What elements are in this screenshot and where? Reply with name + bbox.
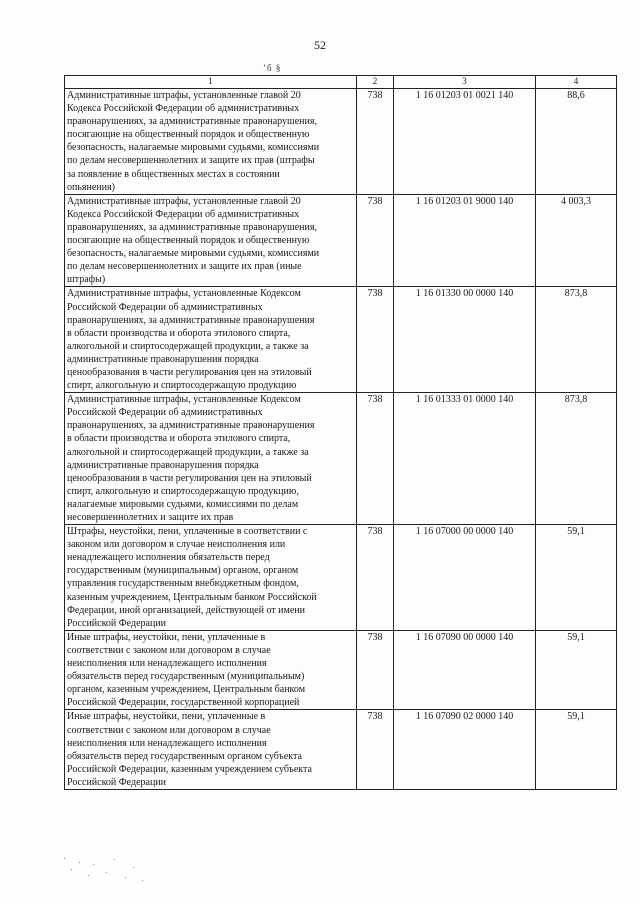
page-number: 52 xyxy=(314,38,326,52)
scan-specks xyxy=(62,855,152,885)
description-line: несовершеннолетних и защите их прав xyxy=(67,512,234,523)
row-amount: 59,1 xyxy=(536,525,617,631)
description-line: управления государственным внебюджетным фондом, xyxy=(67,578,299,590)
row-kbk-code: 1 16 01203 01 9000 140 xyxy=(394,194,536,287)
column-header-4: 4 xyxy=(536,76,617,89)
description-line: Административные штрафы, установленные Кодексом xyxy=(67,288,301,300)
description-line: органом, казенным учреждением, Центральным банком xyxy=(67,684,306,696)
row-kbk-code: 1 16 07090 02 0000 140 xyxy=(394,710,536,790)
row-description xyxy=(65,525,357,631)
description-line: обязательств перед государственным органом субъекта xyxy=(67,750,302,762)
description-line: неисполнения или ненадлежащего исполнения xyxy=(67,737,267,749)
description-line: соответствии с законом или договором в случае xyxy=(67,644,271,656)
row-description xyxy=(65,89,357,195)
description-line: посягающие на общественный порядок и общественную xyxy=(67,129,310,141)
revenue-table xyxy=(64,75,617,790)
description-line: законом или договором в случае неисполнения или xyxy=(67,539,286,551)
row-kbk-code: 1 16 01203 01 0021 140 xyxy=(394,89,536,195)
description-line: опьянения) xyxy=(67,181,115,193)
description-line: Административные штрафы, установленные главой 20 xyxy=(67,195,301,207)
row-amount: 59,1 xyxy=(536,630,617,710)
description-line: Штрафы, неустойки, пени, уплаченные в соответствии с xyxy=(67,526,308,538)
description-line: неисполнения или ненадлежащего исполнения xyxy=(67,658,267,670)
description-line: Российской Федерации, казенным учреждением субъекта xyxy=(67,763,312,775)
row-kbk-code: 1 16 07000 00 0000 140 xyxy=(394,525,536,631)
description-line: Иные штрафы, неустойки, пени, уплаченные в xyxy=(67,631,266,643)
description-line: Российской Федерации xyxy=(67,776,167,788)
description-line: налагаемые мировыми судьями, комиссиями по делам xyxy=(67,498,299,510)
description-line: Кодекса Российской Федерации об административных xyxy=(67,103,300,115)
description-line: в области производства и оборота этилового спирта, xyxy=(67,327,291,339)
description-line: казенным учреждением, Центральным банком Российской xyxy=(67,591,317,603)
scan-mark: ’б § xyxy=(263,63,282,73)
description-line: Административные штрафы, установленные Кодексом xyxy=(67,394,301,406)
table-row xyxy=(65,393,617,525)
row-admin-code: 738 xyxy=(357,287,394,393)
description-line: правонарушениях, за административные правонарушения, xyxy=(67,116,317,128)
description-line: Российской Федерации xyxy=(67,617,167,629)
row-admin-code: 738 xyxy=(357,525,394,631)
row-description xyxy=(65,194,357,287)
description-line: алкогольной и спиртосодержащей продукции, а также за xyxy=(67,446,309,458)
description-line: штрафы) xyxy=(67,274,106,286)
description-line: Российской Федерации об административных xyxy=(67,407,263,419)
row-description xyxy=(65,393,357,525)
description-line: Российской Федерации об административных xyxy=(67,301,263,313)
table-row xyxy=(65,287,617,393)
description-line: административные правонарушения порядка xyxy=(67,353,259,365)
description-line: ценообразования в части регулирования цен на этиловый xyxy=(67,366,312,378)
column-header-2: 2 xyxy=(357,76,394,89)
row-admin-code: 738 xyxy=(357,393,394,525)
row-admin-code: 738 xyxy=(357,630,394,710)
description-line: Российской Федерации, государственной корпорацией xyxy=(67,697,300,709)
description-line: посягающие на общественный порядок и общественную xyxy=(67,235,310,247)
row-amount: 4 003,3 xyxy=(536,194,617,287)
description-line: обязательств перед государственным (муниципальным) xyxy=(67,671,305,683)
description-line: административные правонарушения порядка xyxy=(67,459,259,471)
row-amount: 873,8 xyxy=(536,393,617,525)
header-row xyxy=(65,76,617,89)
column-header-3: 3 xyxy=(394,76,536,89)
description-line: в области производства и оборота этилового спирта, xyxy=(67,433,291,445)
description-line: безопасность, налагаемые мировыми судьями, комиссиями xyxy=(67,248,320,260)
description-line: безопасность, налагаемые мировыми судьями, комиссиями xyxy=(67,142,320,154)
description-line: ненадлежащего исполнения обязательств перед xyxy=(67,552,270,564)
table-row xyxy=(65,194,617,287)
description-line: Кодекса Российской Федерации об административных xyxy=(67,208,300,220)
description-line: государственным (муниципальным) органом, органом xyxy=(67,565,299,577)
row-kbk-code: 1 16 01330 00 0000 140 xyxy=(394,287,536,393)
row-description xyxy=(65,630,357,710)
row-amount: 873,8 xyxy=(536,287,617,393)
row-admin-code: 738 xyxy=(357,710,394,790)
row-description xyxy=(65,287,357,393)
description-line: правонарушениях, за административные правонарушения xyxy=(67,420,315,432)
row-kbk-code: 1 16 01333 01 0000 140 xyxy=(394,393,536,525)
description-line: Федерации, иной организацией, действующей от имени xyxy=(67,604,305,616)
description-line: за появление в общественных местах в состоянии xyxy=(67,168,280,180)
row-amount: 59,1 xyxy=(536,710,617,790)
row-kbk-code: 1 16 07090 00 0000 140 xyxy=(394,630,536,710)
table-row xyxy=(65,630,617,710)
table-body xyxy=(65,89,617,790)
table-row xyxy=(65,89,617,195)
description-line: соответствии с законом или договором в случае xyxy=(67,724,271,736)
row-admin-code: 738 xyxy=(357,194,394,287)
description-line: правонарушениях, за административные правонарушения, xyxy=(67,221,317,233)
description-line: Административные штрафы, установленные главой 20 xyxy=(67,90,301,101)
description-line: спирт, алкогольную и спиртосодержащую продукцию, xyxy=(67,485,299,497)
column-header-1: 1 xyxy=(65,76,357,89)
description-line: Иные штрафы, неустойки, пени, уплаченные в xyxy=(67,711,266,723)
description-line: правонарушениях, за административные правонарушения xyxy=(67,314,315,326)
description-line: по делам несовершеннолетних и защите их прав (иные xyxy=(67,261,302,273)
description-line: спирт, алкогольную и спиртосодержащую продукцию xyxy=(67,380,297,392)
table-row xyxy=(65,710,617,790)
row-admin-code: 738 xyxy=(357,89,394,195)
table-row xyxy=(65,525,617,631)
row-amount: 88,6 xyxy=(536,89,617,195)
description-line: по делам несовершеннолетних и защите их прав (штрафы xyxy=(67,155,315,167)
row-description xyxy=(65,710,357,790)
description-line: алкогольной и спиртосодержащей продукции, а также за xyxy=(67,340,309,352)
description-line: ценообразования в части регулирования цен на этиловый xyxy=(67,472,312,484)
